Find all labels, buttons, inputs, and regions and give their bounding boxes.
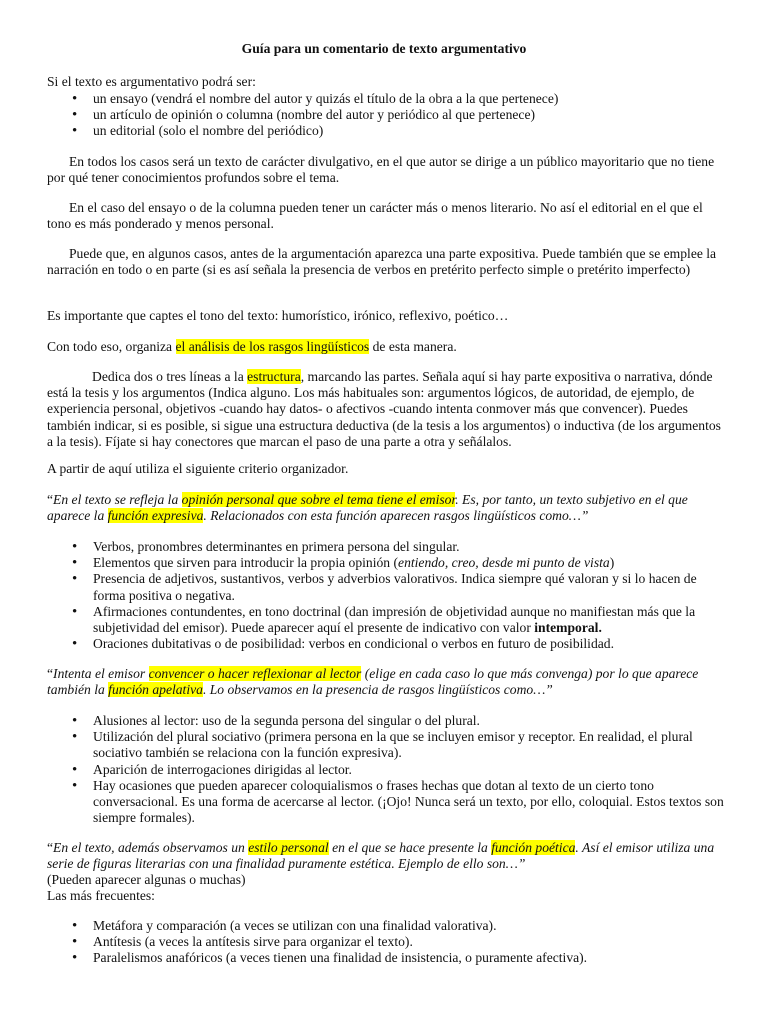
highlight: opinión personal que sobre el tema tiene el emisor <box>181 492 456 507</box>
highlight: estructura <box>247 369 301 384</box>
list-item: • un ensayo (vendrá el nombre del autor y quizás el título de la obra a la que pertenece) <box>72 91 726 107</box>
apelativa-features-list <box>72 713 726 826</box>
list-item: • Elementos que sirven para introducir la propia opinión (entiendo, creo, desde mi punto de vista) <box>72 555 726 571</box>
paragraph-expositiva: Puede que, en algunos casos, antes de la argumentación aparezca una parte expositiva. Puede también que se emplee la narración en todo o en parte (si es así señala la presencia de verbos en pretérito perfecto simple o pretérito imperfecto) <box>47 246 717 278</box>
list-item: • Metáfora y comparación (a veces se utilizan con una finalidad valorativa). <box>72 918 726 934</box>
intro-line: Si el texto es argumentativo podrá ser: <box>47 74 256 89</box>
paragraph-estructura: Dedica dos o tres líneas a la estructura, marcando las partes. Señala aquí si hay parte expositiva o narrativa, dónde está la tesis y los argumentos (Indica alguno. Los más habituales son: argumentos lógicos, de autoridad, de ejemplo, de experiencia personal, objetivos -cuando hay datos- o afectivos -cuando intenta conmover más que convencer). Puedes también indicar, si es posible, si sigue una estructura deductiva (de la tesis a los argumentos) o inductiva (de los argumentos a la tesis). Fíjate si hay conectores que marcan el paso de una parte a otra y señálalos. <box>47 369 721 449</box>
list-item: • Verbos, pronombres determinantes en primera persona del singular. <box>72 539 726 555</box>
paragraph-organiza: Con todo eso, organiza el análisis de los rasgos lingüísticos de esta manera. <box>47 339 457 354</box>
paragraph-literario: En el caso del ensayo o de la columna pueden tener un carácter más o menos literario. No así el editorial en el que el tono es más ponderado y menos personal. <box>47 200 703 232</box>
paragraph-criterio: A partir de aquí utiliza el siguiente criterio organizador. <box>47 461 349 476</box>
list-item: • un editorial (solo el nombre del periódico) <box>72 123 726 139</box>
expresiva-features-list <box>72 539 726 652</box>
paragraph-divulgativo: En todos los casos será un texto de carácter divulgativo, en el que autor se dirige a un público mayoritario que no tiene por qué tener conocimientos profundos sobre el tema. <box>47 154 715 186</box>
highlight: función apelativa <box>108 682 203 698</box>
highlight: estilo personal <box>248 840 329 855</box>
list-item: • Presencia de adjetivos, sustantivos, verbos y adverbios valorativos. Indica siempre qué valoran y si lo hacen de forma positiva o negativa. <box>72 571 726 603</box>
document-title: Guía para un comentario de texto argumentativo <box>241 41 527 56</box>
text-types-list <box>72 91 726 140</box>
quote-funcion-poetica: “En el texto, además observamos un estilo personal en el que se hace presente la función poética. Así el emisor utiliza una serie de figuras literarias con una finalidad puramente estética. Ejemplo de ello son…” <box>47 840 715 872</box>
list-item: • Antítesis (a veces la antítesis sirve para organizar el texto). <box>72 934 726 950</box>
list-item: • un artículo de opinión o columna (nombre del autor y periódico al que pertenece) <box>72 107 726 123</box>
list-item: • Utilización del plural sociativo (primera persona en la que se incluyen emisor y receptor. En realidad, el plural sociativo también se relaciona con la función expresiva). <box>72 729 726 761</box>
highlight: convencer o hacer reflexionar al lector <box>148 666 362 681</box>
list-item: • Afirmaciones contundentes, en tono doctrinal (dan impresión de objetividad aunque no manifiestan más que la subjetividad del emisor). Puede aparecer aquí el presente de indicativo con valor intemporal. <box>72 604 726 636</box>
quote-funcion-apelativa: “Intenta el emisor convencer o hacer reflexionar al lector (elige en cada caso lo que más convenga) por lo que aparece también la función apelativa. Lo observamos en la presencia de rasgos lingüísticos como…” <box>47 666 699 698</box>
highlight: función expresiva <box>107 508 204 524</box>
highlight: función poética <box>491 840 576 855</box>
list-item: • Oraciones dubitativas o de posibilidad: verbos en condicional o verbos en futuro de posibilidad. <box>72 636 726 652</box>
note-line: (Pueden aparecer algunas o muchas) <box>47 872 246 887</box>
frequent-label: Las más frecuentes: <box>47 888 155 903</box>
quote-funcion-expresiva: “En el texto se refleja la opinión personal que sobre el tema tiene el emisor. Es, por tanto, un texto subjetivo en el que aparece la función expresiva. Relacionados con esta función aparecen rasgos lingüísticos como…” <box>47 492 688 524</box>
list-item: • Alusiones al lector: uso de la segunda persona del singular o del plural. <box>72 713 726 729</box>
figures-list <box>72 918 726 967</box>
highlight: el análisis de los rasgos lingüísticos <box>175 339 370 354</box>
list-item: • Paralelismos anafóricos (a veces tienen una finalidad de insistencia, o puramente afectiva). <box>72 950 726 966</box>
list-item: • Aparición de interrogaciones dirigidas al lector. <box>72 762 726 778</box>
paragraph-tono: Es importante que captes el tono del texto: humorístico, irónico, reflexivo, poético… <box>47 308 509 323</box>
list-item: • Hay ocasiones que pueden aparecer coloquialismos o frases hechas que dotan al texto de un cierto tono conversacional. Es una forma de acercarse al lector. (¡Ojo! Nunca será un texto, por ello, coloquial. Estos textos son siempre formales). <box>72 778 726 827</box>
